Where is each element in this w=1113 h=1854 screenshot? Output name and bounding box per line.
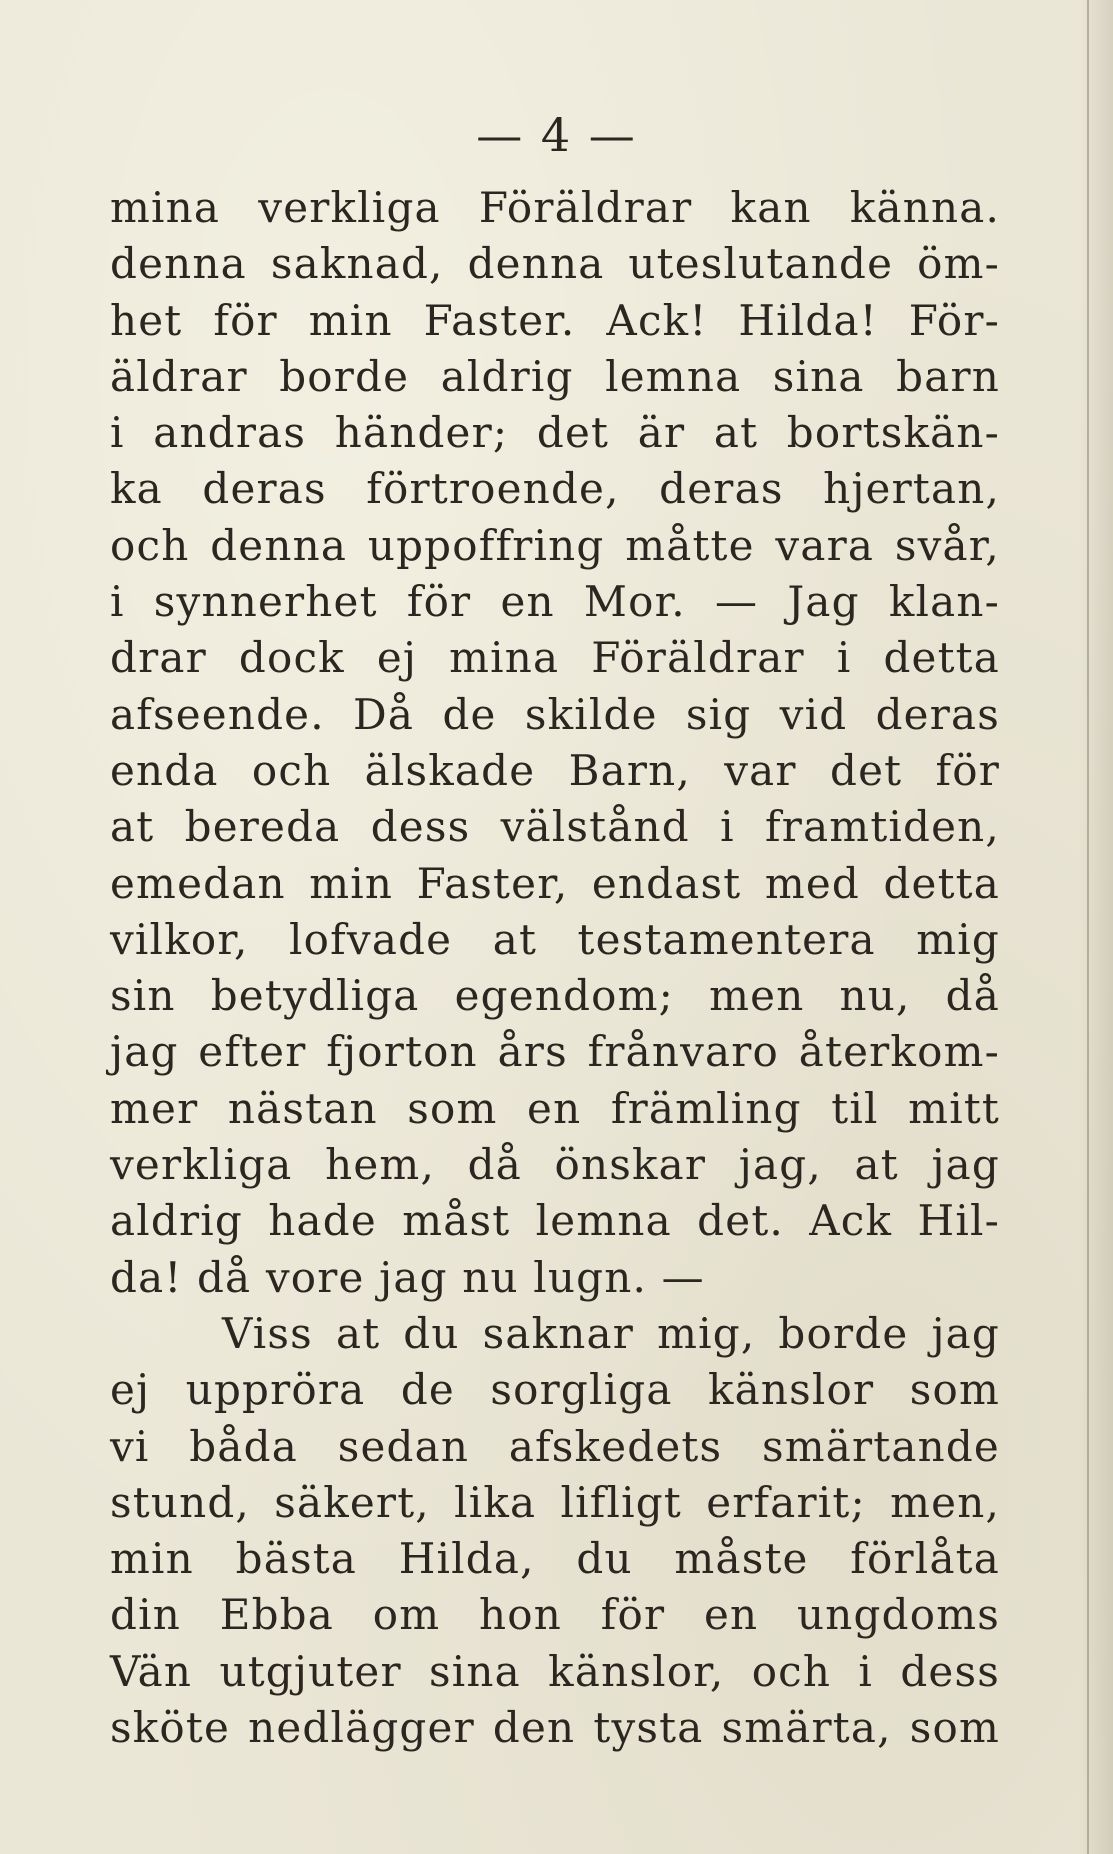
text-line-paragraph-end: da! då vore jag nu lugn. — bbox=[110, 1252, 705, 1302]
text-line: vilkor, lofvade at testamentera mig bbox=[110, 914, 1000, 964]
text-line: enda och älskade Barn, var det för bbox=[110, 745, 1000, 795]
text-line: sköte nedlägger den tysta smärta, som bbox=[110, 1703, 1000, 1753]
text-line: din Ebba om hon för en ungdoms bbox=[110, 1590, 1000, 1640]
page-number: — 4 — bbox=[476, 108, 637, 162]
text-line: och denna uppoffring måtte vara svår, bbox=[110, 520, 1000, 570]
text-line: i andras händer; det är at bortskän- bbox=[110, 408, 1000, 458]
text-line: afseende. Då de skilde sig vid deras bbox=[110, 689, 1000, 739]
text-line: denna saknad, denna uteslutande öm- bbox=[110, 239, 1000, 289]
text-line: jag efter fjorton års frånvaro återkom- bbox=[110, 1027, 1000, 1077]
text-line: min bästa Hilda, du måste förlåta bbox=[110, 1534, 1000, 1584]
text-line: at bereda dess välstånd i framtiden, bbox=[110, 802, 1000, 852]
text-line: sin betydliga egendom; men nu, då bbox=[110, 971, 1000, 1021]
text-line: mina verkliga Föräldrar kan känna. bbox=[110, 183, 1000, 232]
text-line: stund, säkert, lika lifligt erfarit; men, bbox=[110, 1477, 1000, 1527]
text-line: het för min Faster. Ack! Hilda! För- bbox=[110, 295, 1000, 345]
text-line: Vän utgjuter sina känslor, och i dess bbox=[110, 1646, 1000, 1696]
text-line-paragraph-start: Viss at du saknar mig, borde jag bbox=[222, 1308, 1000, 1358]
text-line: aldrig hade måst lemna det. Ack Hil- bbox=[110, 1196, 1000, 1246]
page-edge-shadow bbox=[1079, 0, 1113, 1854]
text-line: vi båda sedan afskedets smärtande bbox=[110, 1421, 1000, 1471]
text-line: drar dock ej mina Föräldrar i detta bbox=[110, 633, 1000, 683]
text-line: emedan min Faster, endast med detta bbox=[110, 858, 1000, 908]
page-edge-line bbox=[1087, 0, 1089, 1854]
text-line: ka deras förtroende, deras hjertan, bbox=[110, 464, 1000, 514]
text-line: ej uppröra de sorgliga känslor som bbox=[110, 1365, 1000, 1415]
text-line: mer nästan som en främling til mitt bbox=[110, 1083, 1000, 1133]
text-line: äldrar borde aldrig lemna sina barn bbox=[110, 351, 1000, 401]
body-text bbox=[110, 180, 1000, 1756]
text-line: verkliga hem, då önskar jag, at jag bbox=[110, 1140, 1000, 1190]
text-line: i synnerhet för en Mor. — Jag klan- bbox=[110, 577, 1000, 627]
